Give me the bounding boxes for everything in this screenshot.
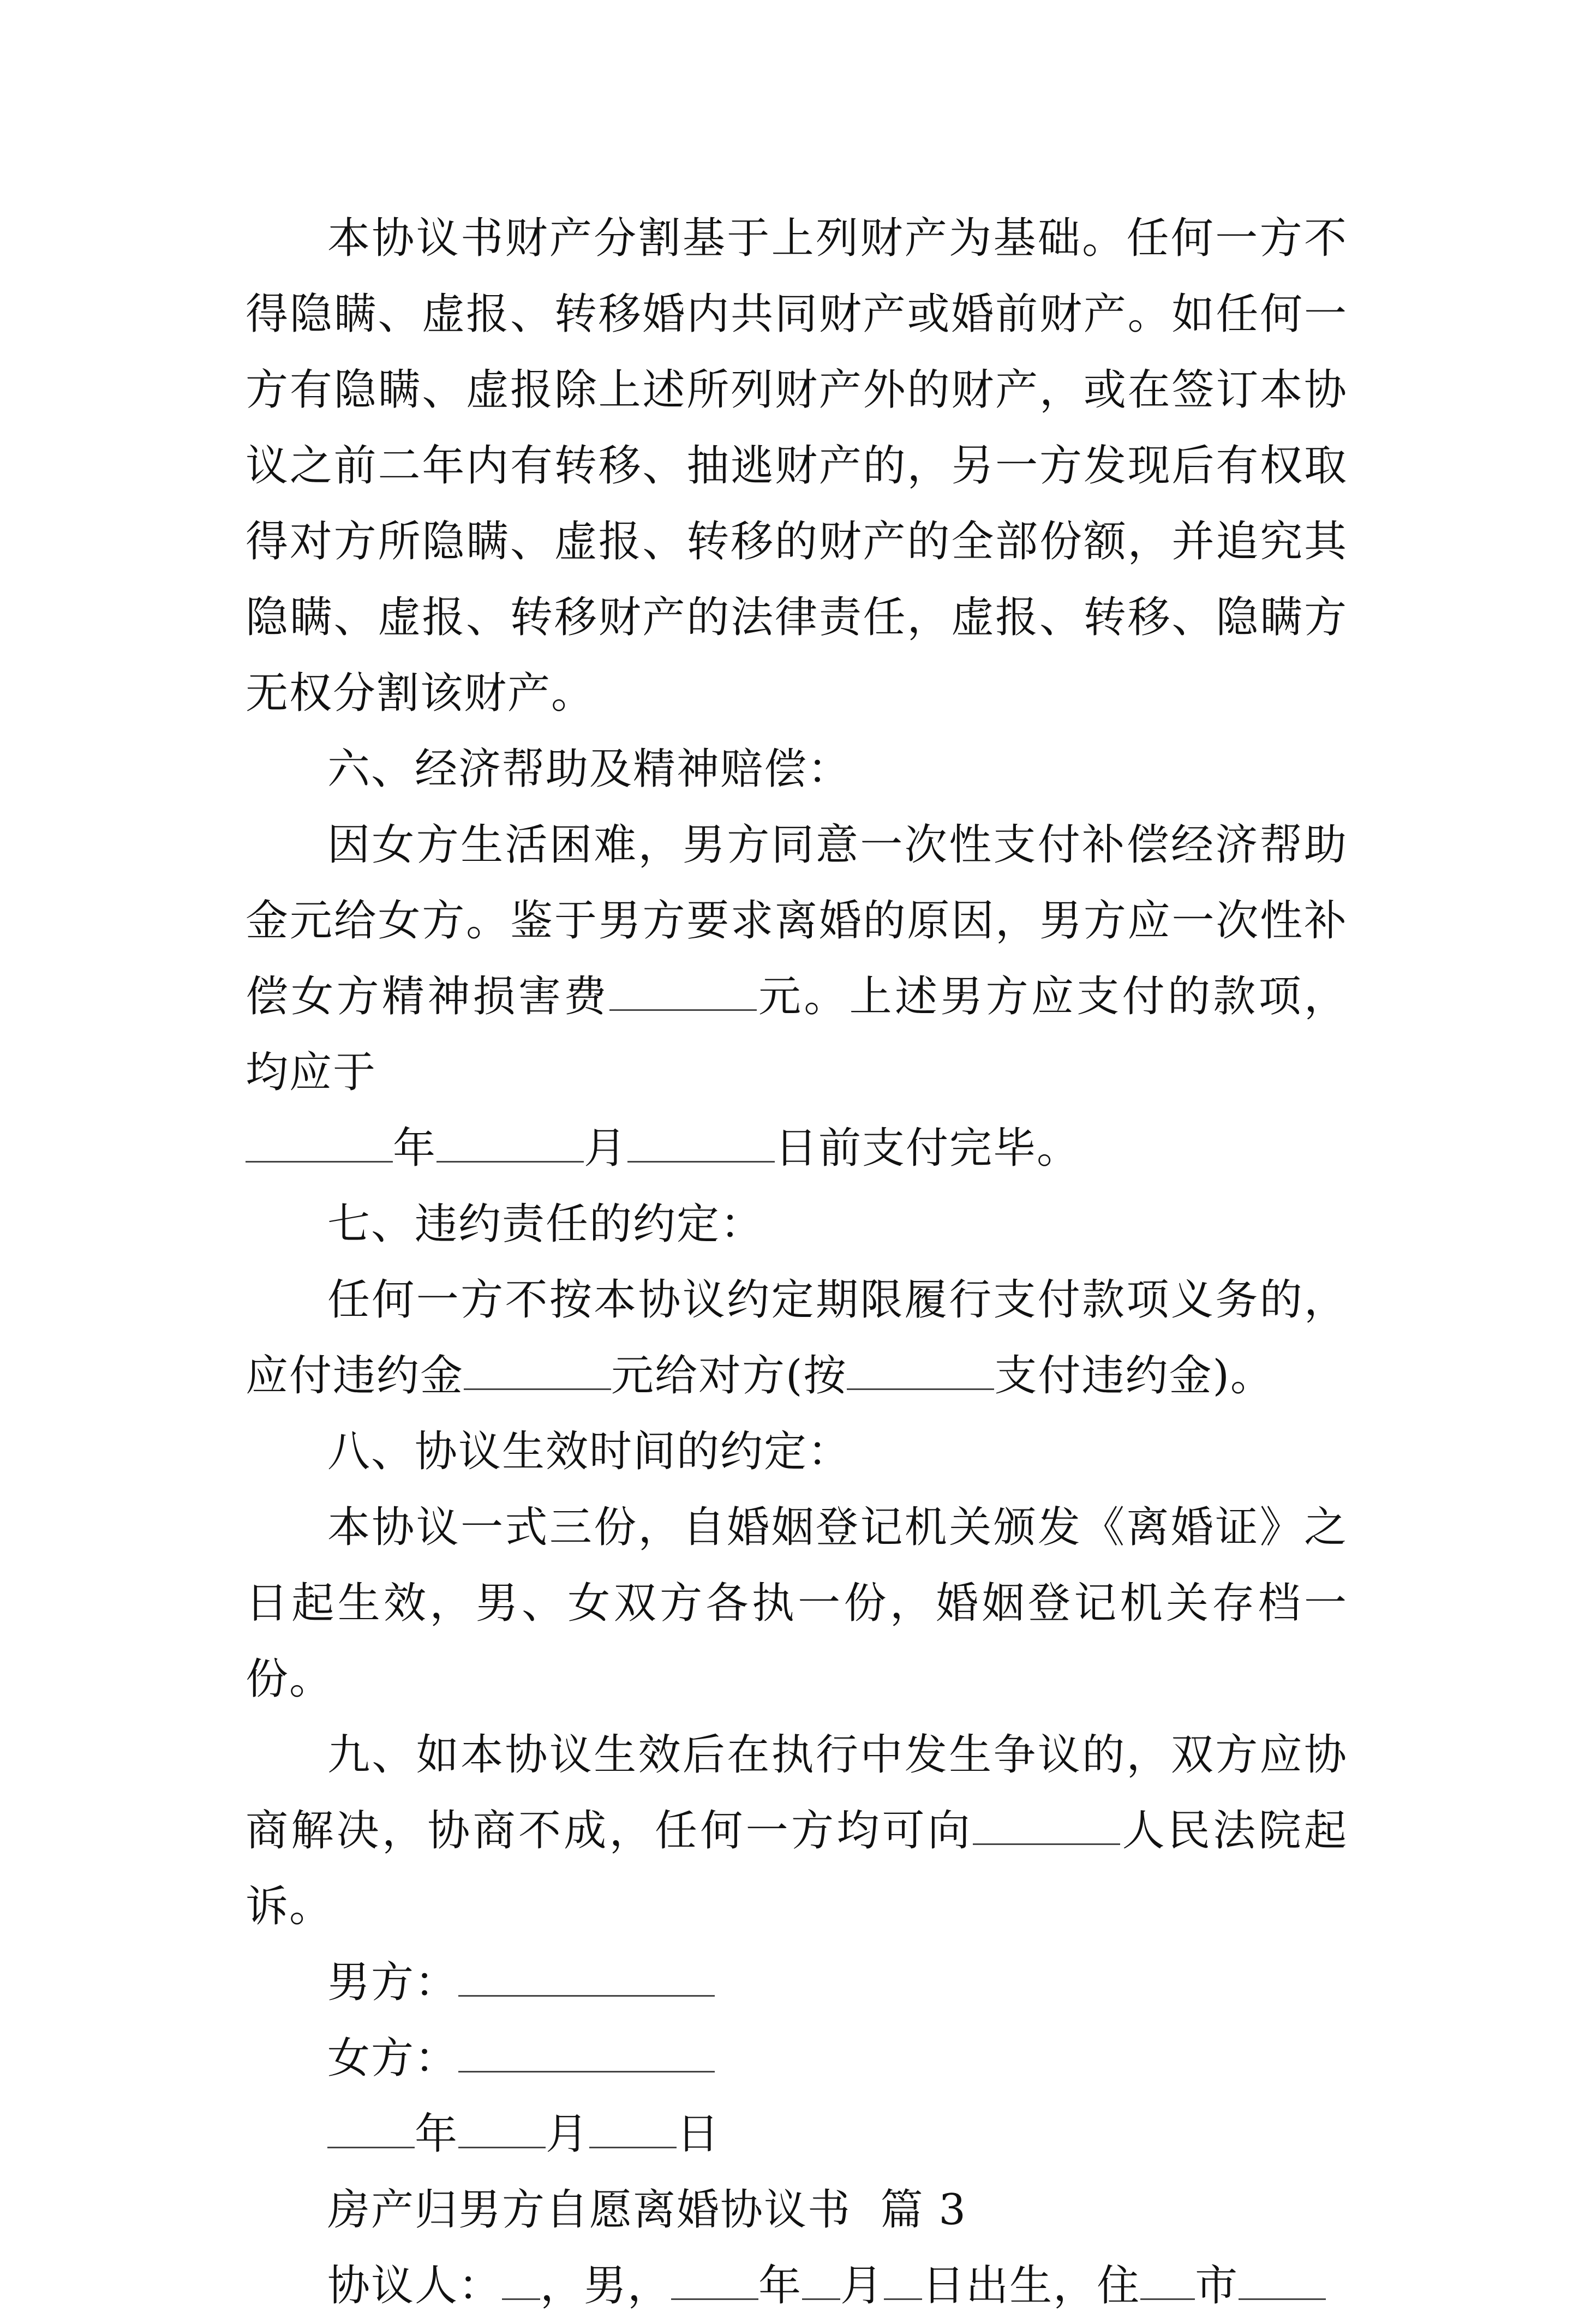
section-8-paragraph: 本协议一式三份，自婚姻登记机关颁发《离婚证》之日起生效，男、女双方各执一份，婚姻登记机关存档一份。 xyxy=(246,1503,1348,1704)
signing-day-blank[interactable] xyxy=(589,2109,677,2148)
signing-year-label: 年 xyxy=(415,2110,459,2159)
section-9-text-a: 九、如本协议生效后在执行中发生争议的，双方应协商解决，协商不成，任何一方均可向 xyxy=(246,1730,1348,1855)
party-label: 协议人： xyxy=(327,2261,503,2310)
birth-day-label: 日出生，住 xyxy=(922,2261,1141,2310)
section-7-paragraph xyxy=(246,1262,1348,1414)
signing-month-label: 月 xyxy=(546,2110,590,2159)
section-7-text-c: 支付违约金)。 xyxy=(994,1351,1274,1400)
court-name-blank[interactable] xyxy=(973,1805,1120,1845)
payment-month-label: 月 xyxy=(584,1124,628,1173)
signing-date-line xyxy=(246,2097,1348,2172)
female-signature-line xyxy=(246,2021,1348,2097)
signing-month-blank[interactable] xyxy=(458,2109,546,2148)
male-label: 男方： xyxy=(327,1958,459,2007)
section-9-paragraph xyxy=(246,1717,1348,1945)
address-blank[interactable] xyxy=(1239,2260,1326,2300)
payment-day-blank[interactable] xyxy=(627,1123,775,1163)
birth-month-blank[interactable] xyxy=(802,2260,840,2300)
party-info-line xyxy=(246,2248,1348,2324)
section-6-text-a: 因女方生活困难，男方同意一次性支付补偿经济帮助金元给女方。鉴于男方要求离婚的原因，男方应一次性补偿女方精神损害费 xyxy=(246,820,1348,1021)
birth-month-label: 月 xyxy=(840,2261,884,2310)
payment-year-label: 年 xyxy=(393,1124,437,1173)
female-signature-blank[interactable] xyxy=(458,2033,715,2073)
section-7-heading: 七、违约责任的约定： xyxy=(327,1200,764,1249)
payment-month-blank[interactable] xyxy=(436,1123,584,1163)
male-signature-blank[interactable] xyxy=(458,1957,715,1997)
penalty-amount-blank[interactable] xyxy=(464,1350,611,1390)
section-6-paragraph xyxy=(246,807,1348,1111)
document-body xyxy=(246,201,1348,2324)
property-clause-paragraph: 本协议书财产分割基于上列财产为基础。任何一方不得隐瞒、虚报、转移婚内共同财产或婚前财产。如任何一方有隐瞒、虚报除上述所列财产外的财产，或在签订本协议之前二年内有转移、抽逃财产的，另一方发现后有权取得对方所隐瞒、虚报、转移的财产的全部份额，并追究其隐瞒、虚报、转移财产的法律责任，虚报、转移、隐瞒方无权分割该财产。 xyxy=(246,214,1348,718)
city-blank[interactable] xyxy=(1140,2260,1195,2300)
payment-day-label: 日前支付完毕。 xyxy=(775,1124,1081,1173)
city-label: 市 xyxy=(1195,2261,1239,2310)
signing-day-label: 日 xyxy=(677,2110,721,2159)
section-6-text-b: 元。上述男方应支付的款项，均应于 xyxy=(246,972,1348,1097)
section-9-text-b: 人民法院起诉。 xyxy=(246,1806,1348,1931)
section-title: 房产归男方自愿离婚协议书 篇 3 xyxy=(327,2185,967,2235)
birth-year-label: 年 xyxy=(758,2261,803,2310)
party-name-blank[interactable] xyxy=(502,2260,540,2300)
section-7-text-b: 元给对方(按 xyxy=(611,1351,847,1400)
section-6-heading: 六、经济帮助及精神赔偿： xyxy=(327,745,852,794)
party-gender-text: ，男， xyxy=(540,2261,672,2310)
birth-year-blank[interactable] xyxy=(671,2260,758,2300)
female-label: 女方： xyxy=(327,2034,459,2083)
section-6-date-line xyxy=(246,1111,1348,1187)
section-7-text-a: 任何一方不按本协议约定期限履行支付款项义务的，应付违约金 xyxy=(246,1275,1348,1400)
birth-day-blank[interactable] xyxy=(884,2260,922,2300)
male-signature-line xyxy=(246,1945,1348,2021)
payment-year-blank[interactable] xyxy=(246,1123,393,1163)
section-8-heading: 八、协议生效时间的约定： xyxy=(327,1427,852,1476)
signing-year-blank[interactable] xyxy=(327,2109,415,2148)
penalty-basis-blank[interactable] xyxy=(847,1350,994,1390)
compensation-amount-blank[interactable] xyxy=(609,971,757,1011)
